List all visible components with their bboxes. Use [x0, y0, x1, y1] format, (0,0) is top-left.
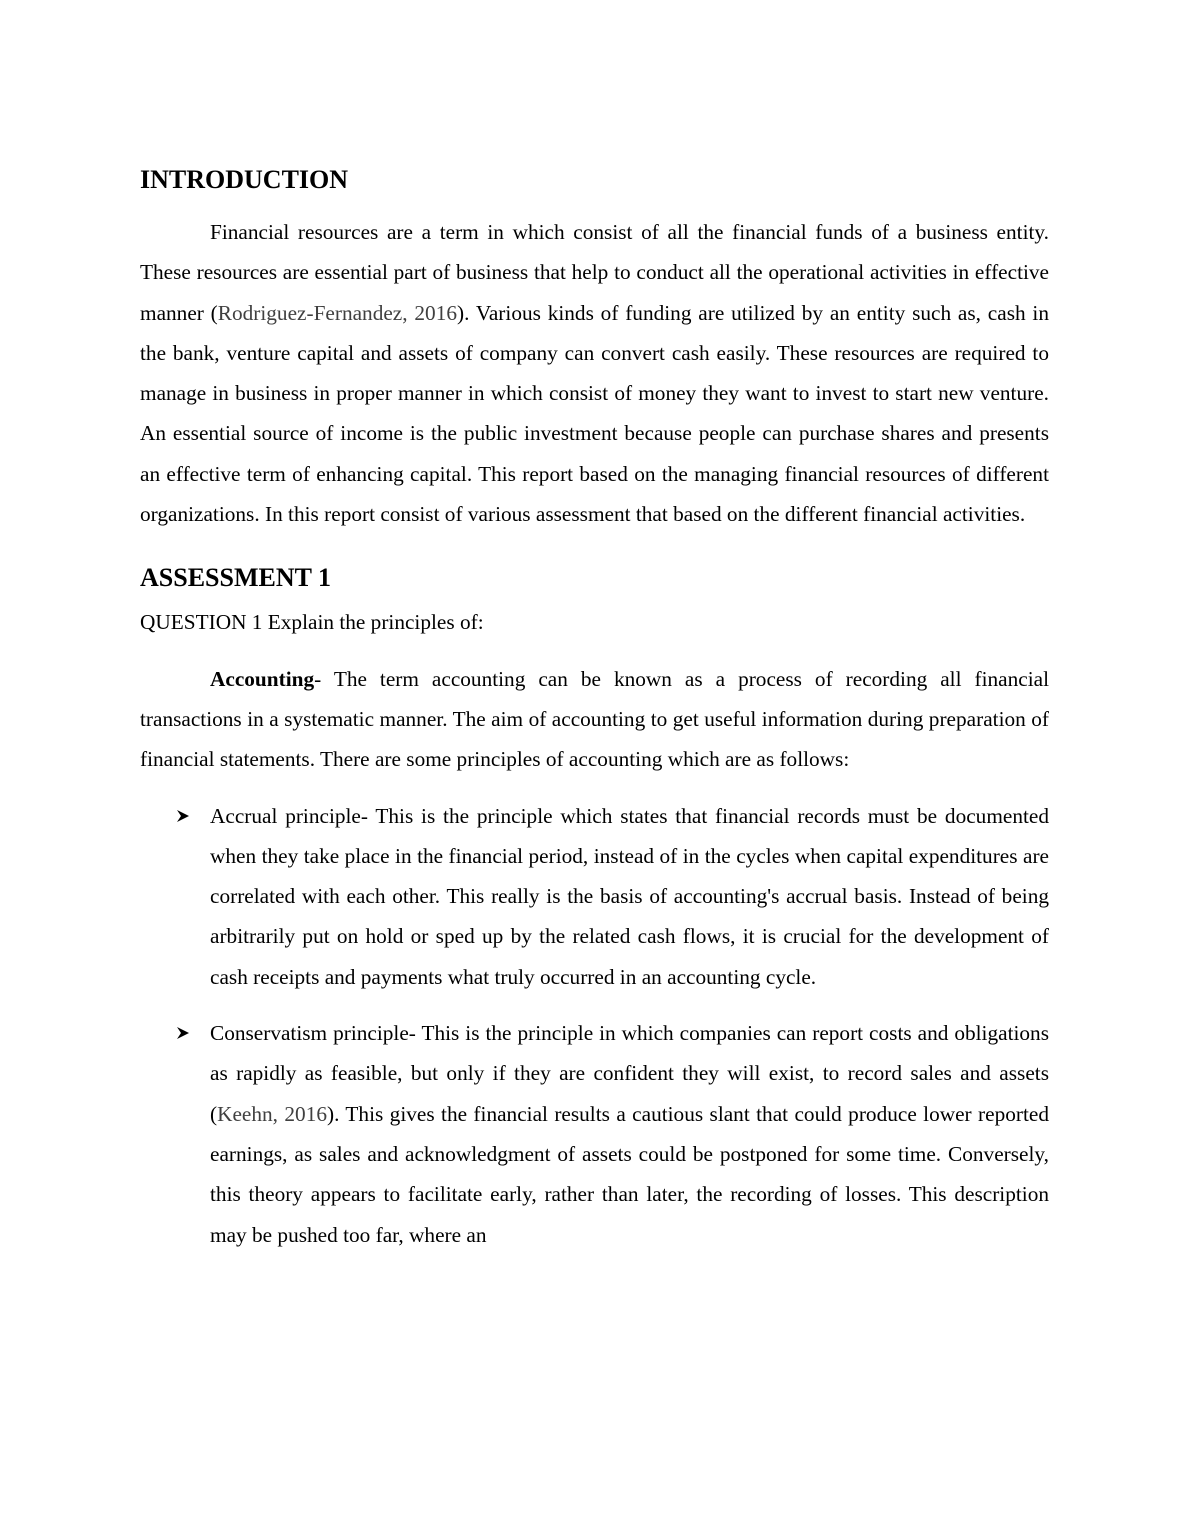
conservatism-text-part2: ). This gives the financial results a cautious slant that could produce lower reported earnings, as sales and acknowledgment of assets could be postponed for some time. Conversely, this theory appears to facilitate early, rather than later, the recording of losses. This description may be pushed too far, where an — [210, 1101, 1049, 1247]
arrowhead-bullet-icon — [176, 1013, 192, 1053]
conservatism-citation: Keehn, 2016 — [217, 1101, 327, 1126]
assessment-heading: ASSESSMENT 1 — [140, 563, 331, 593]
arrowhead-bullet-icon — [176, 796, 192, 836]
accounting-text: - The term accounting can be known as a process of recording all financial transactions in a systematic manner. The aim of accounting to get useful information during preparation of financial statements. There are some principles of accounting which are as follows: — [140, 666, 1049, 772]
introduction-citation: Rodriguez-Fernandez, 2016 — [217, 300, 457, 325]
accrual-principle-text: Accrual principle- This is the principle which states that financial records must be documented when they take place in the financial period, instead of in the cycles when capital expenditures are correlated with each other. This really is the basis of accounting's accrual basis. Instead of being arbitrarily put on hold or sped up by the related cash flows, it is crucial for the development of cash receipts and payments what truly occurred in an accounting cycle. — [210, 803, 1049, 989]
list-spacer — [140, 997, 1049, 1013]
accounting-paragraph — [140, 659, 1049, 780]
principles-list — [140, 796, 1049, 1255]
introduction-text-part1: Financial resources are a term in which consist of all the financial funds of a business entity. These resources are essential part of business that help to conduct all the operational activities in effective manner ( — [140, 220, 1049, 325]
question-line: QUESTION 1 Explain the principles of: — [140, 610, 484, 635]
accounting-term: Accounting — [210, 666, 315, 691]
introduction-heading: INTRODUCTION — [140, 165, 349, 194]
introduction-text-part2: ). Various kinds of funding are utilized by an entity such as, cash in the bank, venture capital and assets of company can convert cash easily. These resources are required to manage in business in proper manner in which consist of money they want to invest to start new venture. An essential source of income is the public investment because people can purchase shares and presents an effective term of enhancing capital. This report based on the managing financial resources of different organizations. In this report consist of various assessment that based on the different financial activities. — [140, 300, 1049, 527]
list-item — [140, 1013, 1049, 1255]
conservatism-text-part1: Conservatism principle- This is the principle in which companies can report costs and obligations as rapidly as feasible, but only if they are confident they will exist, to record sales and assets ( — [210, 1021, 1049, 1126]
introduction-paragraph — [140, 212, 1049, 534]
list-item — [140, 796, 1049, 997]
document-content — [140, 160, 1049, 1255]
